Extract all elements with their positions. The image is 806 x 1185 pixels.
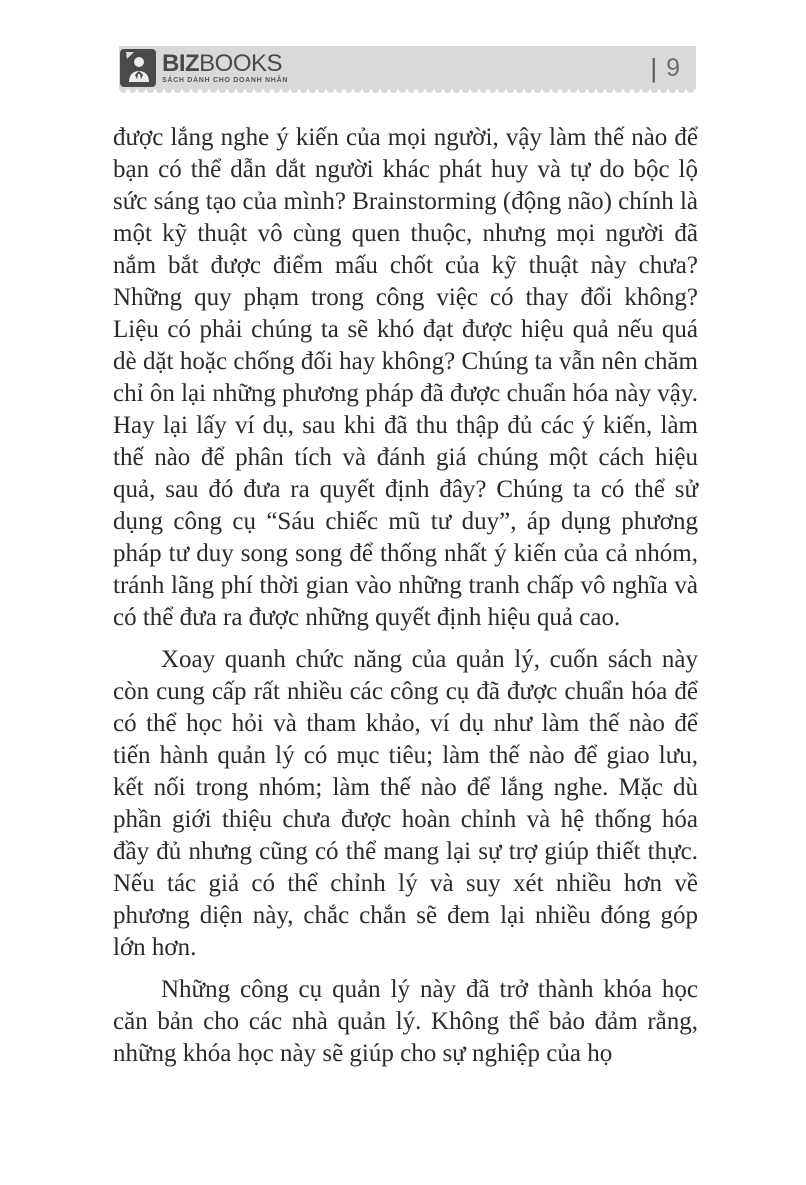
brand-name	[162, 49, 288, 77]
brand-biz: BIZ	[162, 49, 200, 77]
paragraph: Xoay quanh chức năng của quản lý, cuốn sách này còn cung cấp rất nhiều các công cụ đã được chuẩn hóa để có thể học hỏi và tham khảo, ví dụ như làm thế nào để tiến hành quản lý có mục tiêu; làm thế nào để giao lưu, kết nối trong nhóm; làm thế nào để lắng nghe. Mặc dù phần giới thiệu chưa được hoàn chỉnh và hệ thống hóa đầy đủ nhưng cũng có thể mang lại sự trợ giúp thiết thực. Nếu tác giả có thể chỉnh lý và suy xét nhiều hơn về phương diện này, chắc chắn sẽ đem lại nhiều đóng góp lớn hơn.	[113, 646, 698, 961]
businessman-book-icon	[120, 49, 156, 87]
page-content	[113, 122, 698, 1080]
page-number	[650, 52, 680, 83]
paragraph: Những công cụ quản lý này đã trở thành khóa học căn bản cho các nhà quản lý. Không thể bảo đảm rằng, những khóa học này sẽ giúp cho sự nghiệp của họ	[113, 976, 698, 1067]
brand-tagline: SÁCH DÀNH CHO DOANH NHÂN	[162, 76, 289, 84]
paragraph: được lắng nghe ý kiến của mọi người, vậy làm thế nào để bạn có thể dẫn dắt người khác phát huy và tự do bộc lộ sức sáng tạo của mình? Brainstorming (động não) chính là một kỹ thuật vô cùng quen thuộc, nhưng mọi người đã nắm bắt được điểm mấu chốt của kỹ thuật này chưa? Những quy phạm trong công việc có thay đổi không? Liệu có phải chúng ta sẽ khó đạt được hiệu quả nếu quá dè dặt hoặc chống đối hay không? Chúng ta vẫn nên chăm chỉ ôn lại những phương pháp đã được chuẩn hóa này vậy. Hay lại lấy ví dụ, sau khi đã thu thập đủ các ý kiến, làm thế nào để phân tích và đánh giá chúng một cách hiệu quả, sau đó đưa ra quyết định đây? Chúng ta có thể sử dụng công cụ “Sáu chiếc mũ tư duy”, áp dụng phương pháp tư duy song song để thống nhất ý kiến của cả nhóm, tránh lãng phí thời gian vào những tranh chấp vô nghĩa và có thể đưa ra được những quyết định hiệu quả cao.	[113, 124, 698, 631]
logo-text	[162, 49, 289, 84]
scalloped-edge	[119, 89, 696, 94]
page-number-separator: |	[650, 52, 658, 83]
brand-books: BOOKS	[199, 49, 283, 77]
page-header	[119, 46, 696, 89]
bizbooks-logo	[120, 49, 288, 87]
page-number-value: 9	[666, 53, 680, 82]
